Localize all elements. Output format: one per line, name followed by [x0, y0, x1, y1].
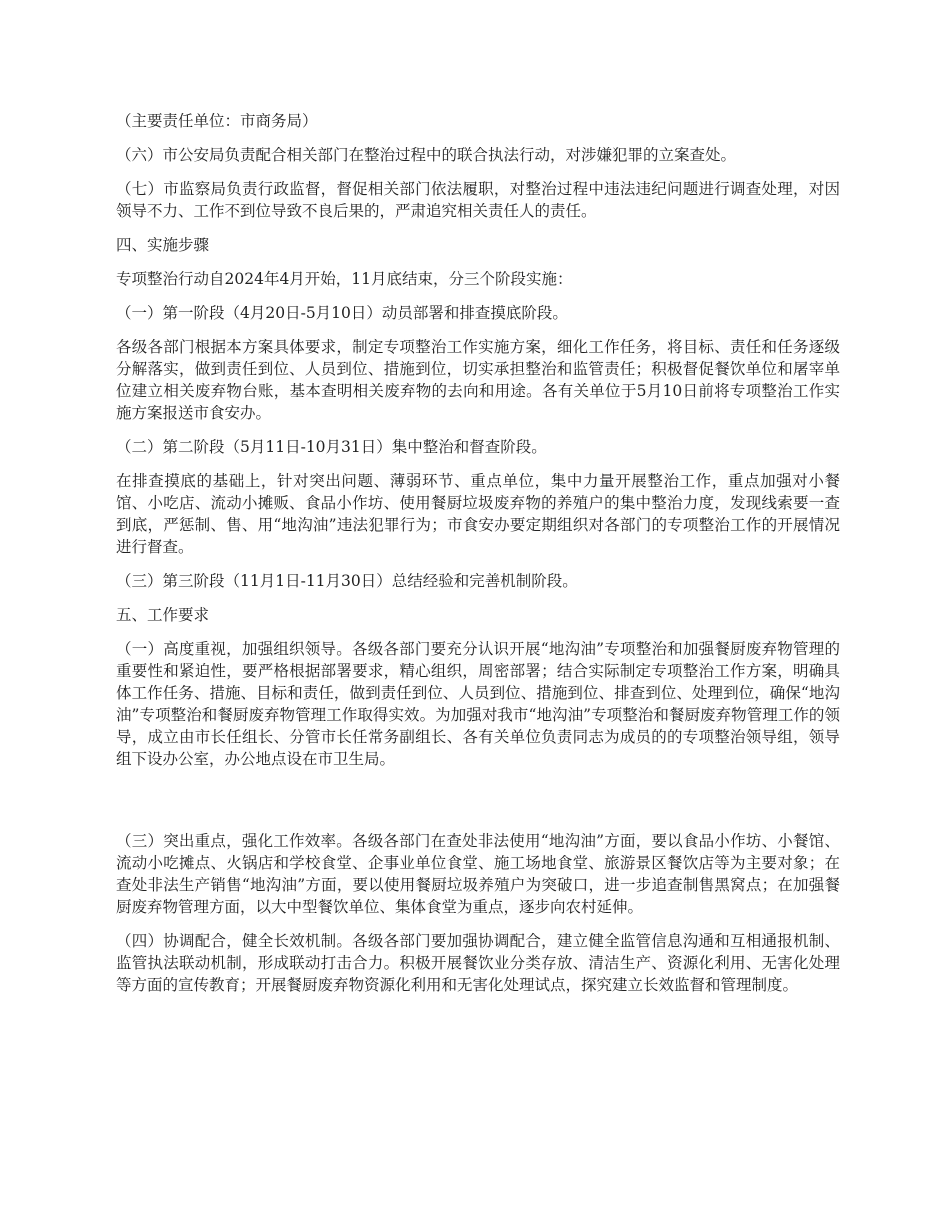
paragraph: 各级各部门根据本方案具体要求，制定专项整治工作实施方案，细化工作任务，将目标、责任和任务逐级分解落实，做到责任到位、人员到位、措施到位，切实承担整治和监管责任；积极督促餐饮单位和屠宰单位建立相关废弃物台账，基本查明相关废弃物的去向和用途。各有关单位于5月10日前将专项整治工作实施方案报送市食安办。 — [116, 338, 840, 422]
paragraph: （一）第一阶段（4月20日-5月10日）动员部署和排查摸底阶段。 — [116, 304, 568, 322]
blank-gap — [116, 782, 840, 830]
section-heading: 四、实施步骤 — [116, 236, 210, 254]
paragraph: （七）市监察局负责行政监督，督促相关部门依法履职，对整治过程中违法违纪问题进行调查处理，对因领导不力、工作不到位导致不良后果的，严肃追究相关责任人的责任。 — [116, 180, 840, 220]
paragraph: （六）市公安局负责配合相关部门在整治过程中的联合执法行动，对涉嫌犯罪的立案查处。 — [116, 146, 737, 164]
paragraph: （三）第三阶段（11月1日-11月30日）总结经验和完善机制阶段。 — [116, 572, 578, 590]
paragraph: 专项整治行动自2024年4月开始，11月底结束，分三个阶段实施： — [116, 270, 573, 288]
paragraph: （主要责任单位：市商务局） — [116, 112, 318, 130]
paragraph: （三）突出重点，强化工作效率。各级各部门在查处非法使用“地沟油”方面，要以食品小作坊、小餐馆、流动小吃摊点、火锅店和学校食堂、企事业单位食堂、施工场地食堂、旅游景区餐饮店等为主要对象；在查处非法生产销售“地沟油”方面，要以使用餐厨垃圾养殖户为突破口，进一步追查制售黑窝点；在加强餐厨废弃物管理方面，以大中型餐饮单位、集体食堂为重点，逐步向农村延伸。 — [116, 832, 840, 916]
document-body — [116, 110, 840, 1008]
paragraph: 在排查摸底的基础上，针对突出问题、薄弱环节、重点单位，集中力量开展整治工作，重点加强对小餐馆、小吃店、流动小摊贩、食品小作坊、使用餐厨垃圾废弃物的养殖户的集中整治力度，发现线索要一查到底，严惩制、售、用“地沟油”违法犯罪行为；市食安办要定期组织对各部门的专项整治工作的开展情况进行督查。 — [116, 472, 840, 556]
paragraph: （四）协调配合，健全长效机制。各级各部门要加强协调配合，建立健全监管信息沟通和互相通报机制、监管执法联动机制，形成联动打击合力。积极开展餐饮业分类存放、清洁生产、资源化利用、无害化处理等方面的宣传教育；开展餐厨废弃物资源化利用和无害化处理试点，探究建立长效监督和管理制度。 — [116, 932, 840, 994]
section-heading: 五、工作要求 — [116, 606, 210, 624]
paragraph: （一）高度重视，加强组织领导。各级各部门要充分认识开展“地沟油”专项整治和加强餐厨废弃物管理的重要性和紧迫性，要严格根据部署要求，精心组织，周密部署；结合实际制定专项整治工作方案，明确具体工作任务、措施、目标和责任，做到责任到位、人员到位、措施到位、排查到位、处理到位，确保“地沟油”专项整治和餐厨废弃物管理工作取得实效。为加强对我市“地沟油”专项整治和餐厨废弃物管理工作的领导，成立由市长任组长、分管市长任常务副组长、各有关单位负责同志为成员的的专项整治领导组，领导组下设办公室，办公地点设在市卫生局。 — [116, 640, 840, 768]
paragraph: （二）第二阶段（5月11日-10月31日）集中整治和督查阶段。 — [116, 438, 547, 456]
